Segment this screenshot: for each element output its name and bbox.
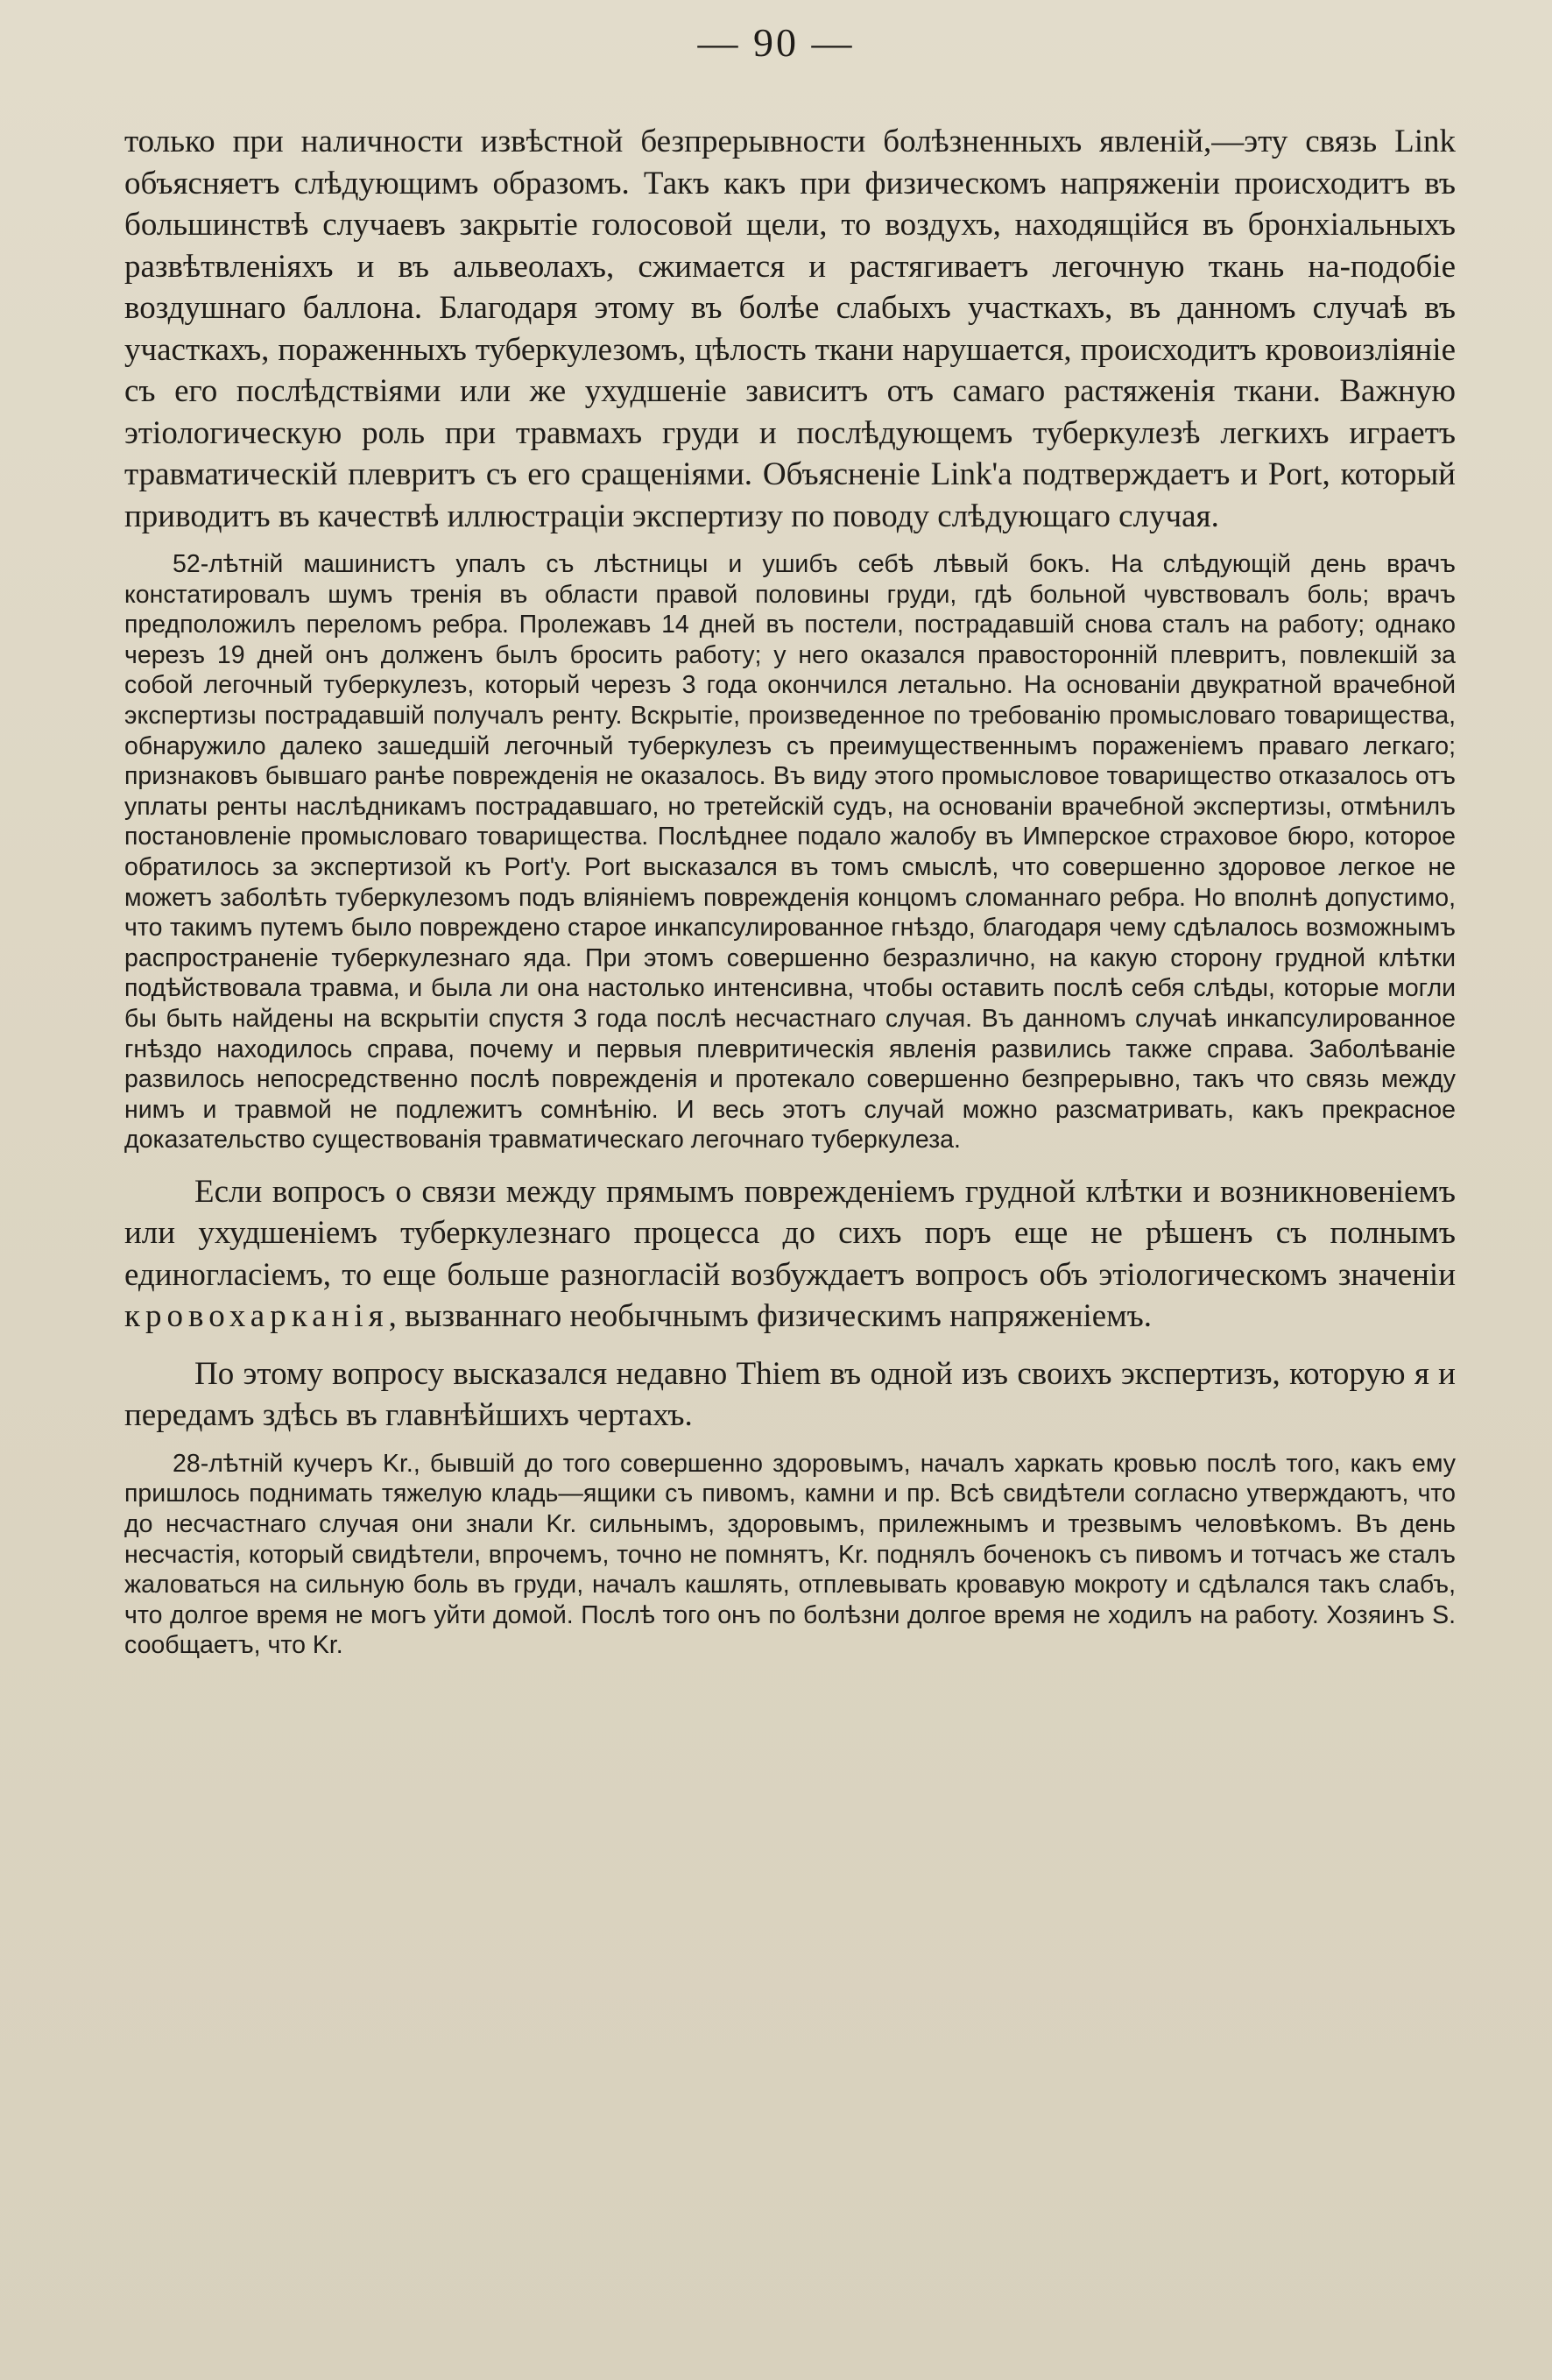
case-port-machinist: 52-лѣтній машинистъ упалъ съ лѣстницы и ушибъ себѣ лѣвый бокъ. На слѣдующій день врачъ констатировалъ шумъ тренія въ области правой половины груди, гдѣ больной чувствовалъ боль; врачъ предположилъ переломъ ребра. Пролежавъ 14 дней въ постели, пострадавшій снова сталъ на работу; однако черезъ 19 дней онъ долженъ былъ бросить работу; у него оказался правосторонній плевритъ, повлекшій за собой легочный туберкулезъ, который черезъ 3 года окончился летально. На основаніи двукратной врачебной экспертизы пострадавшій получалъ ренту. Вскрытіе, произведенное по требованію промысловаго товарищества, обнаружило далеко зашедшій легочный туберкулезъ съ преимущественнымъ пораженіемъ праваго легкаго; признаковъ бывшаго ранѣе поврежденія не оказалось. Въ виду этого промысловое товарищество отказалось отъ уплаты ренты наслѣдникамъ пострадавшаго, но третейскій судъ, на основаніи врачебной экспертизы, отмѣнилъ постановленіе промысловаго товарищества. Послѣднее подало жалобу въ Имперское страховое бюро, которое обратилось за экспертизой къ Port'у. Port высказался въ томъ смыслѣ, что совершенно здоровое легкое не можетъ заболѣть туберкулезомъ подъ вліяніемъ поврежденія концомъ сломаннаго ребра. Но вполнѣ допустимо, что такимъ путемъ было повреждено старое инкапсулированное гнѣздо, благодаря чему сдѣлалось возможнымъ распространеніе туберкулезнаго яда. При этомъ совершенно безразлично, на какую сторону грудной клѣтки подѣйствовала травма, и была ли она настолько интенсивна, чтобы оставить послѣ себя слѣды, которые могли бы быть найдены на вскрытіи спустя 3 года послѣ несчастнаго случая. Въ данномъ случаѣ инкапсулированное гнѣздо находилось справа, почему и первыя плевритическія явленія развились также справа. Заболѣваніе развилось непосредственно послѣ поврежденія и протекало совершенно безпрерывно, такъ что связь между нимъ и травмой не подлежитъ сомнѣнію. И весь этотъ случай можно разсматривать, какъ прекрасное доказательство существованія травматическаго легочнаго туберкулеза.: [124, 550, 1456, 1155]
text-body: [124, 121, 1456, 1661]
paragraph-hemoptysis-tail: , вызваннаго необычнымъ физическимъ напряженіемъ.: [388, 1298, 1152, 1335]
spaced-term: кровохарканія: [124, 1298, 389, 1335]
page-number: — 90 —: [697, 20, 855, 65]
paragraph-hemoptysis-question: [124, 1171, 1456, 1338]
paragraph-link-explanation: только при наличности извѣстной безпрерывности болѣзненныхъ явленій,—эту связь Link объясняетъ слѣдующимъ образомъ. Такъ какъ при физическомъ напряженіи происходитъ въ большинствѣ случаевъ закрытіе голосовой щели, то воздухъ, находящійся въ бронхіальныхъ развѣтвленіяхъ и въ альвеолахъ, сжимается и растягиваетъ легочную ткань на-подобіе воздушнаго баллона. Благодаря этому въ болѣе слабыхъ участкахъ, въ данномъ случаѣ въ участкахъ, пораженныхъ туберкулезомъ, цѣлость ткани нарушается, происходитъ кровоизліяніе съ его послѣдствіями или же ухудшеніе зависитъ отъ самаго растяженія ткани. Важную этіологическую роль при травмахъ груди и послѣдующемъ туберкулезѣ легкихъ играетъ травматическій плевритъ съ его сращеніями. Объясненіе Link'a подтверждаетъ и Port, который приводитъ въ качествѣ иллюстраціи экспертизу по поводу слѣдующаго случая.: [124, 124, 1456, 534]
paragraph-hemoptysis-text: Если вопросъ о связи между прямымъ поврежденіемъ грудной клѣтки и возникновеніемъ или ухудшеніемъ туберкулезнаго процесса до сихъ поръ еще не рѣшенъ съ полнымъ единогласіемъ, то еще больше разногласій возбуждаетъ вопросъ объ этіологическомъ значеніи: [124, 1173, 1456, 1293]
paragraph-thiem-intro: По этому вопросу высказался недавно Thiem въ одной изъ своихъ экспертизъ, которую я и передамъ здѣсь въ главнѣйшихъ чертахъ.: [124, 1355, 1456, 1434]
case-thiem-coachman: 28-лѣтній кучеръ Kr., бывшій до того совершенно здоровымъ, началъ харкать кровью послѣ того, какъ ему пришлось поднимать тяжелую кладь—ящики съ пивомъ, камни и пр. Всѣ свидѣтели согласно утверждаютъ, что до несчастнаго случая они знали Kr. сильнымъ, здоровымъ, прилежнымъ и трезвымъ человѣкомъ. Въ день несчастія, который свидѣтели, впрочемъ, точно не помнятъ, Kr. поднялъ боченокъ съ пивомъ и тотчасъ же сталъ жаловаться на сильную боль въ груди, началъ кашлять, отплевывать кровавую мокроту и сдѣлался такъ слабъ, что долгое время не могъ уйти домой. Послѣ того онъ по болѣзни долгое время не ходилъ на работу. Хозяинъ S. сообщаетъ, что Kr.: [124, 1449, 1456, 1660]
